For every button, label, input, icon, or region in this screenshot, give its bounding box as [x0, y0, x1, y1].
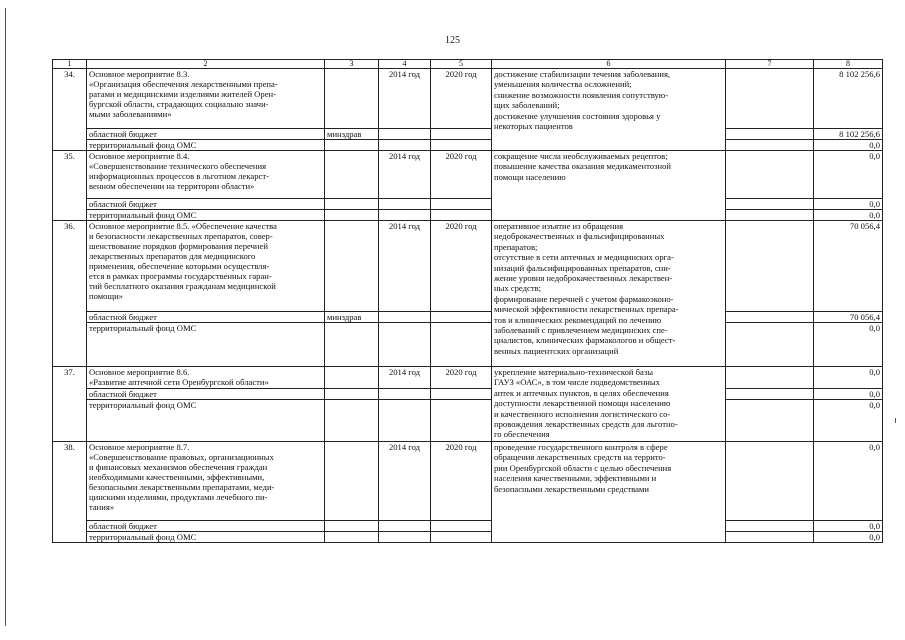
start-year: 2014 год — [379, 69, 431, 129]
end-year: 2020 год — [431, 367, 492, 389]
measure-title: Основное мероприятие 8.3. «Организация обеспечения лекарственными препа- ратами и медицинскими изделиями жителей Орен- бургской области, страдающих социально значи- мыми заболеваниями» — [87, 69, 325, 129]
column-header: 5 — [431, 60, 492, 69]
column-number-row — [53, 60, 883, 69]
table-row — [53, 221, 883, 312]
column-header: 2 — [87, 60, 325, 69]
row-number: 34. — [53, 69, 87, 151]
executor: минздрав — [325, 129, 379, 140]
scan-margin-line — [5, 8, 6, 626]
table-row — [53, 442, 883, 521]
expected-result: оперативное изъятие из обращения недоброкачественных и фальсифицированных препаратов; отсутствие в сети аптечных и медицинских орга- низаций фальсифицированных препаратов, сни- жение уровня недоброкачественных лекарствен- ных средств; формирование перечней с учетом фармакоэконо- мической эффективности лекарственных препара- тов и клинических рекомендаций по лечению заболеваний с привлечением медицинских спе- циалистов, клинических фармакологов и общест- венных пациентских организаций — [492, 221, 726, 367]
expected-result: достижение стабилизации течения заболевания, уменьшения количества осложнений; снижение возможности появления сопутствую- щих заболеваний; достижение улучшения состояния здоровья у некоторых пациентов — [492, 69, 726, 151]
start-year: 2014 год — [379, 221, 431, 312]
column-header: 3 — [325, 60, 379, 69]
budget-source: областной бюджет — [87, 199, 325, 210]
table-row — [53, 323, 883, 367]
column-header: 4 — [379, 60, 431, 69]
end-year: 2020 год — [431, 221, 492, 312]
row-number: 37. — [53, 367, 87, 442]
column-header: 6 — [492, 60, 726, 69]
table-row — [53, 151, 883, 199]
funding-value: 0,0 — [814, 210, 883, 221]
budget-source: областной бюджет — [87, 129, 325, 140]
end-year: 2020 год — [431, 442, 492, 521]
end-year: 2020 год — [431, 151, 492, 199]
funding-value: 0,0 — [814, 140, 883, 151]
start-year: 2014 год — [379, 367, 431, 389]
table-row — [53, 140, 883, 151]
funding-total: 70 056,4 — [814, 221, 883, 312]
table-row — [53, 312, 883, 323]
column-header: 1 — [53, 60, 87, 69]
budget-source: областной бюджет — [87, 389, 325, 400]
end-year: 2020 год — [431, 69, 492, 129]
row-number: 36. — [53, 221, 87, 367]
table-row — [53, 532, 883, 543]
scan-mark — [895, 418, 896, 423]
expected-result: укрепление материально-технической базы ГАУЗ «ОАС», в том числе подведомственных аптек и аптечных пунктов, в целях обеспечения доступности лекарственной помощи населению и качественного исполнения логистического со- провождения лекарственных средств для льготно- го обеспечения — [492, 367, 726, 442]
table-row — [53, 521, 883, 532]
funding-value: 0,0 — [814, 199, 883, 210]
measure-title: Основное мероприятие 8.5. «Обеспечение качества и безопасности лекарственных препаратов, совер- шенствование порядков формирования перечней лекарственных препаратов для медицинского применения, обеспечение которыми осуществля- ется в рамках программы государственных гаран- тий бесплатного оказания гражданам медицинской помощи» — [87, 221, 325, 312]
executor: минздрав — [325, 312, 379, 323]
indicator-cell — [726, 69, 814, 129]
funding-value: 0,0 — [814, 532, 883, 543]
executor-cell — [325, 69, 379, 129]
funding-total: 8 102 256,6 — [814, 69, 883, 129]
row-number: 35. — [53, 151, 87, 221]
budget-source: территориальный фонд ОМС — [87, 323, 325, 367]
funding-value: 0,0 — [814, 521, 883, 532]
page-number: 125 — [445, 35, 460, 46]
table-row — [53, 389, 883, 400]
table-row — [53, 367, 883, 389]
start-year: 2014 год — [379, 442, 431, 521]
table-row — [53, 69, 883, 129]
budget-source: областной бюджет — [87, 521, 325, 532]
funding-total: 0,0 — [814, 367, 883, 389]
budget-source: территориальный фонд ОМС — [87, 210, 325, 221]
program-measures-table — [52, 59, 883, 543]
table-row — [53, 199, 883, 210]
table-row — [53, 129, 883, 140]
funding-total: 0,0 — [814, 442, 883, 521]
funding-value: 0,0 — [814, 389, 883, 400]
measure-title: Основное мероприятие 8.4. «Совершенствование технического обеспечения информационных процессов в льготном лекарст- венном обеспечении на территории области» — [87, 151, 325, 199]
funding-total: 0,0 — [814, 151, 883, 199]
budget-source: территориальный фонд ОМС — [87, 140, 325, 151]
expected-result: сокращение числа необслуживаемых рецептов; повышение качества оказания медикаментозной помощи населению — [492, 151, 726, 221]
funding-value: 70 056,4 — [814, 312, 883, 323]
budget-source: областной бюджет — [87, 312, 325, 323]
column-header: 7 — [726, 60, 814, 69]
budget-source: территориальный фонд ОМС — [87, 532, 325, 543]
funding-value: 8 102 256,6 — [814, 129, 883, 140]
funding-value: 0,0 — [814, 400, 883, 442]
measure-title: Основное мероприятие 8.7. «Совершенствование правовых, организационных и финансовых механизмов обеспечения граждан необходимыми качественными, эффективными, безопасными лекарственными препаратами, меди- цинскими изделиями, продуктами лечебного пи- тания» — [87, 442, 325, 521]
row-number: 38. — [53, 442, 87, 543]
table-row — [53, 210, 883, 221]
column-header: 8 — [814, 60, 883, 69]
expected-result: проведение государственного контроля в сфере обращения лекарственных средств на террито- рии Оренбургской области с целью обеспечения населения качественными, эффективными и безопасными лекарственными средствами — [492, 442, 726, 543]
start-year: 2014 год — [379, 151, 431, 199]
budget-source: территориальный фонд ОМС — [87, 400, 325, 442]
table-row — [53, 400, 883, 442]
measure-title: Основное мероприятие 8.6. «Развитие аптечной сети Оренбургской области» — [87, 367, 325, 389]
funding-value: 0,0 — [814, 323, 883, 367]
